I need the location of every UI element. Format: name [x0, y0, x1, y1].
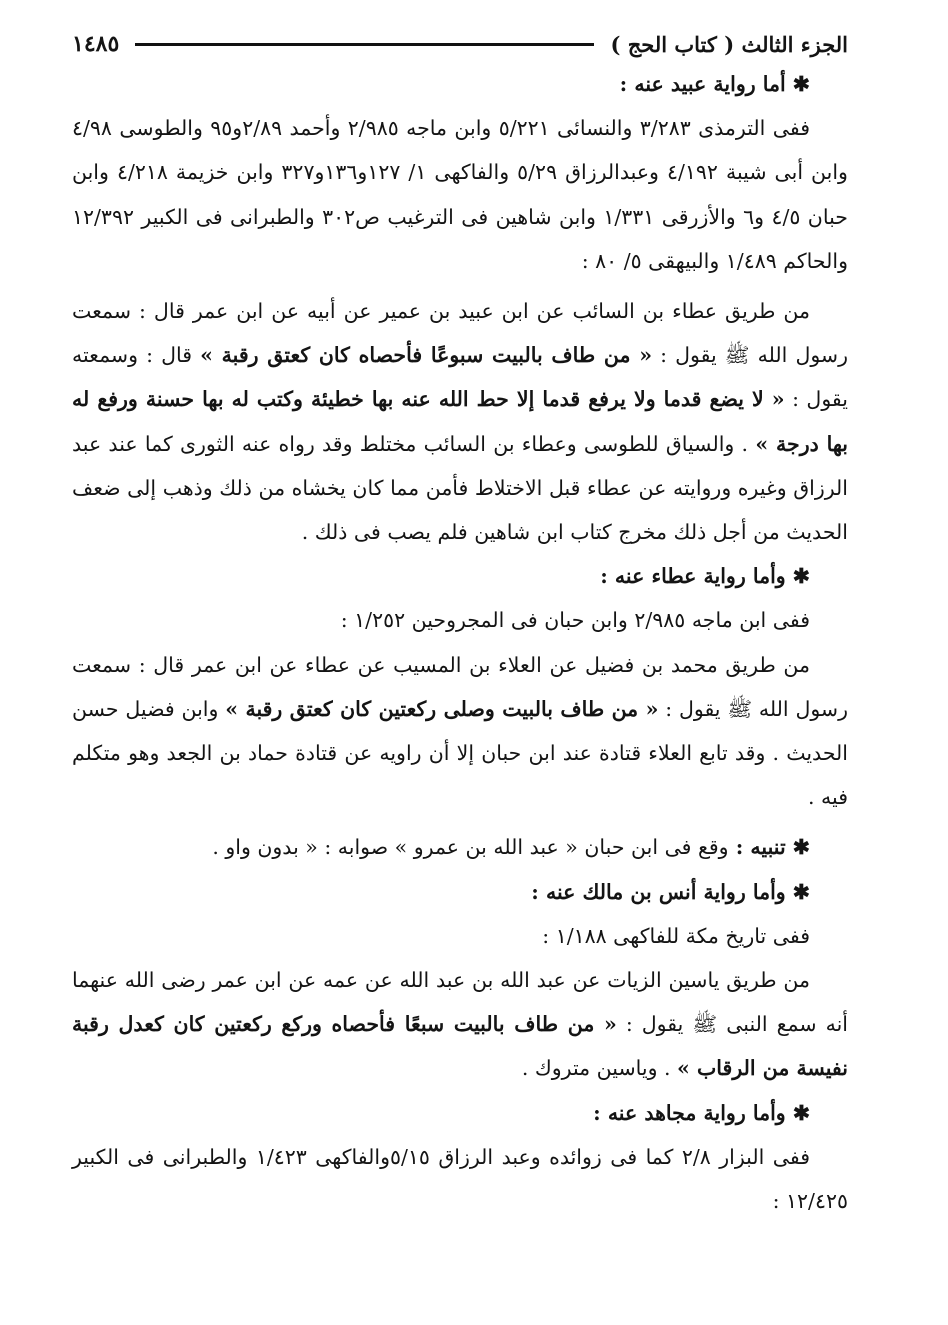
book-page [72, 26, 848, 1325]
citation-paragraph-ata: ففى ابن ماجه ٢/٩٨٥ وابن حبان فى المجروحين ١/٢٥٢ : [340, 608, 810, 633]
page-number: ١٤٨٥ [72, 31, 120, 57]
note-label: ✱ تنبيه : [728, 835, 810, 860]
section-heading-mujahid: ✱ وأما رواية مجاهد عنه : [593, 1100, 810, 1125]
note-paragraph [72, 825, 848, 869]
running-header [72, 26, 848, 62]
citation-paragraph-ubayd: ففى الترمذى ٣/٢٨٣ والنسائى ٥/٢٢١ وابن ماجه ٢/٩٨٥ وأحمد ٢/٨٩و٩٥ والطوسى ٤/٩٨ وابن أبى شيبة ٤/١٩٢ وعبدالرزاق ٥/٢٩ والفاكهى ١/ ١٢٧و١٣٦و٣٢٧ وابن خزيمة ٤/٢١٨ وابن حبان ٤/٥ و٦ والأزرقى ١/٣٣١ وابن شاهين فى الترغيب ص٣٠٢ والطبرانى فى الكبير ١٢/٣٩٢ والحاكم ١/٤٨٩ والبيهقى ٥/ ٨٠ : [72, 116, 848, 273]
chapter-title: الجزء الثالث ( كتاب الحج ) [610, 31, 848, 57]
hadith-quote: « لا يضع قدما ولا يرفع قدما إلا حط الله عنه بها خطيئة وكتب له بها حسنة ورفع له بها درجة » [72, 387, 848, 456]
narration-paragraph-ubayd [72, 289, 848, 554]
hadith-quote: « من طاف بالبيت سبعًا فأحصاه وركع ركعتين كان كعدل رقبة نفيسة من الرقاب » [72, 1012, 848, 1081]
narration-link: قال : وسمعته يقول : [72, 343, 848, 412]
section-heading-anas: ✱ وأما رواية أنس بن مالك عنه : [531, 879, 810, 904]
narration-chain: من طريق ياسين الزيات عن عبد الله بن عبد الله عن عمه عن ابن عمر رضى الله عنهما أنه سمع النبى ﷺ يقول : [72, 968, 849, 1037]
narration-paragraph-anas [72, 958, 848, 1091]
note-text: وقع فى ابن حبان « عبد الله بن عمرو » صوابه : « بدون واو . [212, 835, 729, 860]
header-rule [135, 43, 594, 46]
narration-commentary: . والسياق للطوسى وعطاء بن السائب مختلط وقد رواه عنه الثورى كما عند عبد الرزاق وغيره وروايته عن عطاء قبل الاختلاط فأمن مما كان يخشاه من ذلك وذهب إلى ضعف الحديث من أجل ذلك مخرج كتاب ابن شاهين فلم يصب فى ذلك . [72, 431, 848, 545]
citation-paragraph-anas: ففى تاريخ مكة للفاكهى ١/١٨٨ : [542, 923, 810, 948]
narration-commentary: . وياسين متروك . [521, 1056, 678, 1081]
citation-paragraph-mujahid: ففى البزار ٢/٨ كما فى زوائده وعبد الرزاق ٥/١٥والفاكهى ١/٤٢٣ والطبرانى فى الكبير ١٢/٤٢٥ : [72, 1144, 848, 1214]
narration-chain: من طريق محمد بن فضيل عن العلاء بن المسيب عن عطاء عن ابن عمر قال : سمعت رسول الله ﷺ يقول : [72, 652, 849, 721]
narration-commentary: وابن فضيل حسن الحديث . وقد تابع العلاء قتادة عند ابن حبان إلا أن راويه عن قتادة حماد بن الجعد وهو متكلم فيه . [72, 696, 848, 810]
section-heading-ubayd: ✱ أما رواية عبيد عنه : [619, 72, 810, 96]
hadith-quote: « من طاف بالبيت وصلى ركعتين كان كعتق رقبة » [225, 696, 659, 721]
narration-paragraph-ata [72, 643, 848, 820]
hadith-quote: « من طاف بالبيت سبوعًا فأحصاه كان كعتق رقبة » [200, 343, 653, 368]
section-heading-ata: ✱ وأما رواية عطاء عنه : [600, 564, 810, 589]
narration-chain: من طريق عطاء بن السائب عن ابن عبيد بن عمير عن أبيه عن ابن عمر قال : سمعت رسول الله ﷺ يقول : [72, 299, 849, 368]
